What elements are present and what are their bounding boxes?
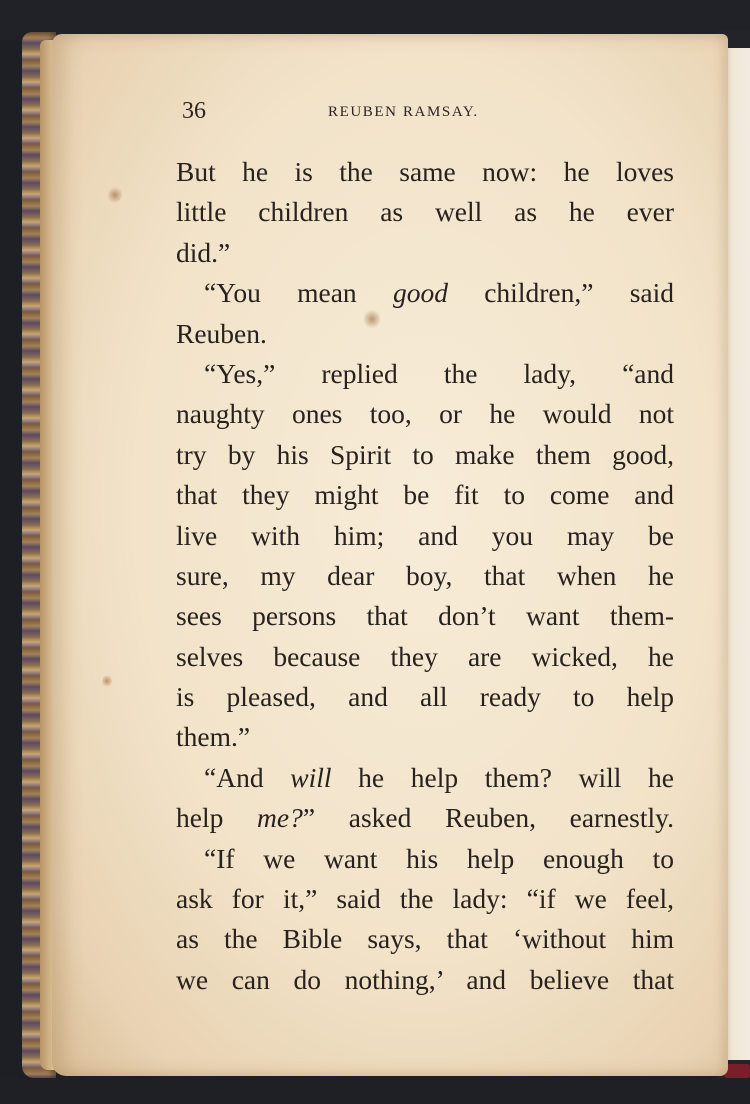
text-segment: me? xyxy=(257,802,303,834)
text-line xyxy=(176,960,674,1000)
text-segment: as the Bible says, that ‘without him xyxy=(176,923,674,955)
text-segment: try by his Spirit to make them good, xyxy=(176,438,674,470)
text-segment: But he is the same now: he loves xyxy=(176,156,674,187)
text-segment: will xyxy=(290,761,332,793)
text-segment: little children as well as he ever xyxy=(176,196,674,228)
page-header xyxy=(182,98,542,132)
text-segment: that they might be fit to come and xyxy=(176,479,674,511)
text-line xyxy=(176,798,674,838)
text-segment: is pleased, and all ready to help xyxy=(176,681,674,713)
bottom-background xyxy=(0,1078,750,1104)
text-line xyxy=(176,919,674,959)
text-segment: “If we want his help enough to xyxy=(204,842,674,874)
text-line xyxy=(176,596,674,636)
text-segment: he help them? will he xyxy=(331,761,674,793)
text-line xyxy=(176,516,674,556)
text-segment: Reuben. xyxy=(176,317,267,349)
text-line xyxy=(176,758,674,798)
text-line xyxy=(176,717,674,757)
text-segment: children,” said xyxy=(447,277,674,309)
running-head: REUBEN RAMSAY. xyxy=(328,104,479,120)
text-line xyxy=(176,475,674,515)
text-segment: ” asked Reuben, earnestly. xyxy=(302,802,674,834)
text-line xyxy=(176,314,674,354)
foxing-spot xyxy=(108,186,122,204)
text-line xyxy=(176,435,674,475)
text-line xyxy=(176,233,674,273)
text-segment: sure, my dear boy, that when he xyxy=(176,559,674,591)
text-segment: “Yes,” replied the lady, “and xyxy=(204,357,674,389)
text-line xyxy=(176,354,674,394)
text-line xyxy=(176,394,674,434)
text-segment: help xyxy=(176,802,258,834)
text-line xyxy=(176,273,674,313)
text-segment: ask for it,” said the lady: “if we feel, xyxy=(176,883,674,915)
text-segment: “You mean xyxy=(204,277,393,309)
text-line xyxy=(176,152,674,192)
text-segment: naughty ones too, or he would not xyxy=(176,398,674,430)
text-segment: good xyxy=(392,277,448,309)
text-line xyxy=(176,677,674,717)
text-line xyxy=(176,637,674,677)
body-text xyxy=(176,152,674,1000)
text-segment: selves because they are wicked, he xyxy=(176,640,674,672)
text-line xyxy=(176,839,674,879)
text-segment: “And xyxy=(204,761,291,793)
text-segment: them.” xyxy=(176,721,251,753)
text-line xyxy=(176,556,674,596)
foxing-spot xyxy=(102,674,112,688)
text-line xyxy=(176,879,674,919)
text-segment: did.” xyxy=(176,236,231,268)
text-segment: sees persons that don’t want them- xyxy=(176,600,674,632)
text-segment: live with him; and you may be xyxy=(176,519,674,551)
text-line xyxy=(176,192,674,232)
page-number: 36 xyxy=(182,98,206,124)
text-segment: we can do nothing,’ and believe that xyxy=(176,963,674,995)
